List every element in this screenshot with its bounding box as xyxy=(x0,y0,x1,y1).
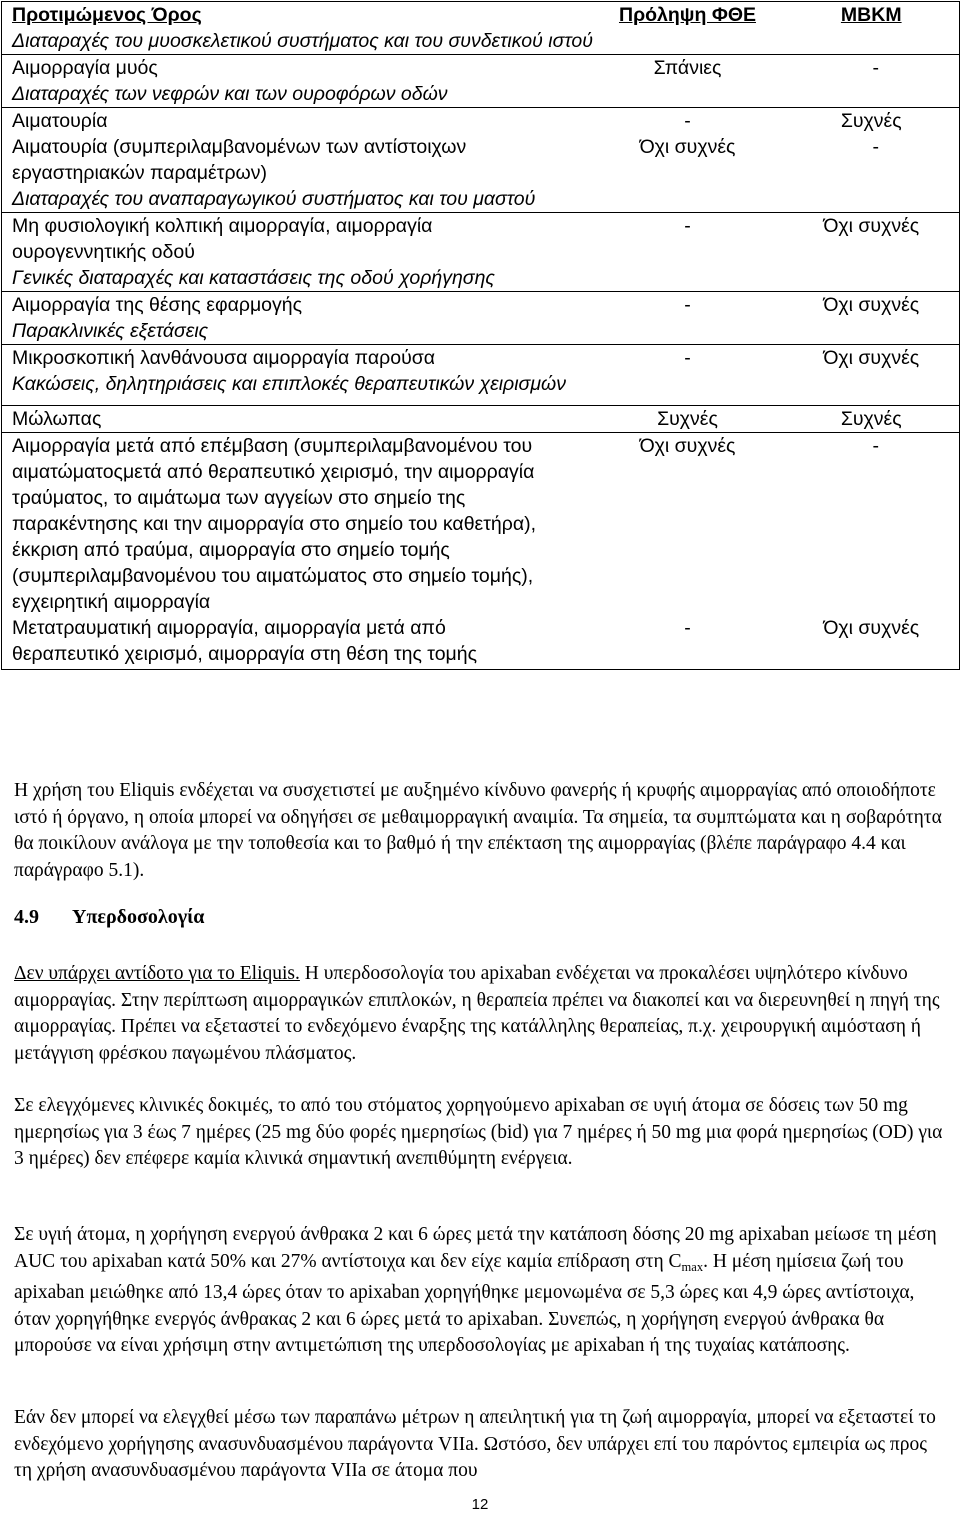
section-row: Παρακλινικές εξετάσεις xyxy=(2,318,960,345)
section-row: Διαταραχές του αναπαραγωγικού συστήματος και του μαστού xyxy=(2,186,960,213)
table-row: Αιμορραγία μυός Σπάνιες - xyxy=(12,57,879,79)
table-header-row xyxy=(2,2,960,29)
table-row: Αιματουρία - Συχνές xyxy=(12,110,902,132)
paragraph-antidote xyxy=(14,961,944,1067)
page-number: 12 xyxy=(471,1496,489,1513)
header-term: Προτιμώμενος Όρος xyxy=(12,4,202,26)
antidote-lead: Δεν υπάρχει αντίδοτο για το Eliquis. xyxy=(14,963,300,984)
header-vte-prevention: Πρόληψη ΦΘΕ xyxy=(618,4,756,26)
section-row: Διαταραχές των νεφρών και των ουροφόρων οδών xyxy=(2,81,960,108)
section-heading xyxy=(14,906,204,929)
table-row: Αιματουρία (συμπεριλαμβανομένων των αντίστοιχων εργαστηριακών παραμέτρων) Όχι συχνές - xyxy=(12,136,879,184)
paragraph-factor-viia: Εάν δεν μπορεί να ελεγχθεί μέσω των παραπάνω μέτρων η απειλητική για τη ζωή αιμορραγία, μπορεί να εξεταστεί το ενδεχόμενο χορήγησης ανασυνδυασμένου παράγοντα VIIa. Ωστόσο, δεν υπάρχει επί του παρόντος εμπειρία ως προς τη χρήση ανασυνδυασμένου παράγοντα VIIa σε άτομα που xyxy=(14,1407,936,1481)
antidote-rest: Η υπερδοσολογία του apixaban ενδέχεται να προκαλέσει υψηλότερο κίνδυνο αιμορραγίας. Στην περίπτωση αιμορραγικών επιπλοκών, η θεραπεία πρέπει να διακοπεί και να διερευνηθεί η πηγή της αιμορραγίας. Πρέπει να εξεταστεί το ενδεχόμενο έναρξης της κατάλληλης θεραπείας, π.χ. χειρουργική αιμόσταση ή μετάγγιση φρέσκου παγωμένου πλάσματος. xyxy=(14,963,940,1064)
section-row: Κακώσεις, δηλητηριάσεις και επιπλοκές θεραπευτικών χειρισμών xyxy=(2,371,960,406)
table-row: Μώλωπας Συχνές Συχνές xyxy=(2,406,960,433)
table-row: Μικροσκοπική λανθάνουσα αιμορραγία παρούσα - Όχι συχνές xyxy=(12,347,920,369)
table-row: Μη φυσιολογική κολπική αιμορραγία, αιμορραγία ουρογεννητικής οδού - Όχι συχνές xyxy=(12,215,920,263)
paragraph-bleeding-risk: Η χρήση του Eliquis ενδέχεται να συσχετιστεί με αυξημένο κίνδυνο φανερής ή κρυφής αιμορραγίας από οποιοδήποτε ιστό ή όργανο, η οποία μπορεί να οδηγήσει σε μεθαιμορραγική αναιμία. Τα σημεία, τα συμπτώματα και η σοβαρότητα θα ποικίλουν ανάλογα με την τοποθεσία και το βαθμό ή την επέκταση της αιμορραγίας (βλέπε παράγραφο 4.4 και παράγραφο 5.1). xyxy=(14,780,942,881)
table-row: Μετατραυματική αιμορραγία, αιμορραγία μετά από θεραπευτικό χειρισμό, αιμορραγία στη θέση της τομής - Όχι συχνές xyxy=(2,615,960,670)
table-row: Αιμορραγία μετά από επέμβαση (συμπεριλαμβανομένου του αιματώματοςμετά από θεραπευτικό χειρισμό, την αιμορραγία τραύματος, το αιμάτωμα των αγγείων στο σημείο της παρακέντησης και την αιμορραγία στο σημείο του καθετήρα), έκκριση από τραύμα, αιμορραγία στο σημείο τομής (συμπεριλαμβανομένου του αιματώματος στο σημείο τομής), εγχειρητική αιμορραγία Όχι συχνές - xyxy=(12,435,879,613)
adverse-reactions-table xyxy=(1,1,960,670)
header-mbkm: ΜΒΚΜ xyxy=(840,4,902,26)
section-number: 4.9 xyxy=(14,906,39,928)
section-row: Γενικές διαταραχές και καταστάσεις της οδού χορήγησης xyxy=(2,265,960,292)
paragraph-activated-charcoal: Σε υγιή άτομα, η χορήγηση ενεργού άνθρακα 2 και 6 ώρες μετά την κατάποση δόσης 20 mg apixaban μείωσε τη μέση AUC του apixaban κατά 50% και 27% αντίστοιχα και δεν είχε καμία επίδραση στη $C_{max}$. Η μέση ημίσεια ζωή του apixaban μειώθηκε από 13,4 ώρες όταν το apixaban χορηγήθηκε μεμονωμένα σε 5,3 ώρες και 4,9 ώρες αντίστοιχα, όταν χορηγήθηκε ενεργός άνθρακας 2 και 6 ώρες μετά το apixaban. Συνεπώς, η χορήγηση ενεργού άνθρακα θα μπορούσε να είναι χρήσιμη στην αντιμετώπιση της υπερδοσολογίας με apixaban ή της τυχαίας κατάποσης. xyxy=(14,1224,937,1356)
paragraph-clinical-trials: Σε ελεγχόμενες κλινικές δοκιμές, το από του στόματος χορηγούμενο apixaban σε υγιή άτομα σε δόσεις των 50 mg ημερησίως για 3 έως 7 ημέρες (25 mg δύο φορές ημερησίως (bid) για 7 ημέρες ή 50 mg μια φορά ημερησίως (OD) για 3 ημέρες) δεν επέφερε καμία κλινικά σημαντική ανεπιθύμητη ενέργεια. xyxy=(14,1095,943,1169)
section-title: Υπερδοσολογία xyxy=(72,906,205,928)
section-row: Διαταραχές του μυοσκελετικού συστήματος και του συνδετικού ιστού xyxy=(2,28,960,55)
table-row: Αιμορραγία της θέσης εφαρμογής - Όχι συχνές xyxy=(12,294,920,316)
